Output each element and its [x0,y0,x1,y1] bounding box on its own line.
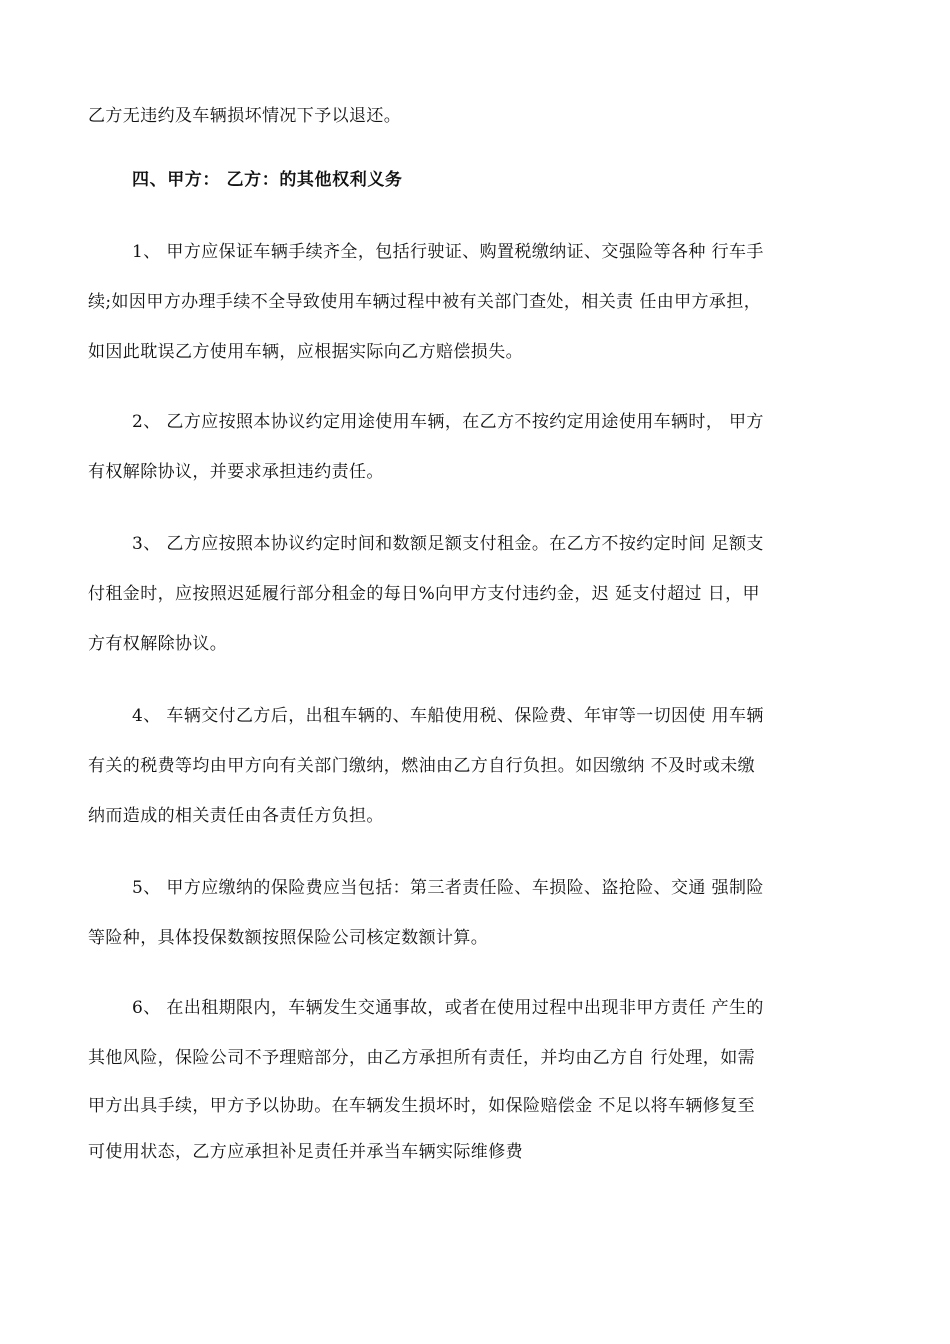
clause-4-line-3: 纳而造成的相关责任由各责任方负担。 [88,806,384,826]
clause-2-line-1: 2、 乙方应按照本协议约定用途使用车辆，在乙方不按约定用途使用车辆时， 甲方 [132,412,764,432]
clause-4-line-2: 有关的税费等均由甲方向有关部门缴纳，燃油由乙方自行负担。如因缴纳 不及时或未缴 [88,756,756,776]
clause-1-line-2: 续;如因甲方办理手续不全导致使用车辆过程中被有关部门查处，相关责 任由甲方承担， [88,292,762,312]
clause-3-line-1: 3、 乙方应按照本协议约定时间和数额足额支付租金。在乙方不按约定时间 足额支 [132,534,764,554]
clause-2-line-2: 有权解除协议，并要求承担违约责任。 [88,462,384,482]
clause-6-line-4: 可使用状态，乙方应承担补足责任并承当车辆实际维修费 [88,1142,523,1162]
section-heading: 四、甲方： 乙方：的其他权利义务 [132,170,403,190]
clause-6-line-1: 6、 在出租期限内，车辆发生交通事故，或者在使用过程中出现非甲方责任 产生的 [132,998,764,1018]
clause-5-line-2: 等险种，具体投保数额按照保险公司核定数额计算。 [88,928,489,948]
clause-1-line-1: 1、 甲方应保证车辆手续齐全，包括行驶证、购置税缴纳证、交强险等各种 行车手 [132,242,764,262]
clause-6-line-3: 甲方出具手续，甲方予以协助。在车辆发生损坏时，如保险赔偿金 不足以将车辆修复至 [88,1096,756,1116]
clause-4-line-1: 4、 车辆交付乙方后，出租车辆的、车船使用税、保险费、年审等一切因使 用车辆 [132,706,764,726]
clause-3-line-3: 方有权解除协议。 [88,634,228,654]
clause-5-line-1: 5、 甲方应缴纳的保险费应当包括：第三者责任险、车损险、盗抢险、交通 强制险 [132,878,764,898]
clause-1-line-3: 如因此耽误乙方使用车辆，应根据实际向乙方赔偿损失。 [88,342,523,362]
clause-3-line-2: 付租金时，应按照迟延履行部分租金的每日%向甲方支付违约金，迟 延支付超过 日，甲 [88,584,760,604]
clause-6-line-2: 其他风险，保险公司不予理赔部分，由乙方承担所有责任，并均由乙方自 行处理，如需 [88,1048,756,1068]
paragraph-line: 乙方无违约及车辆损坏情况下予以退还。 [88,106,402,126]
